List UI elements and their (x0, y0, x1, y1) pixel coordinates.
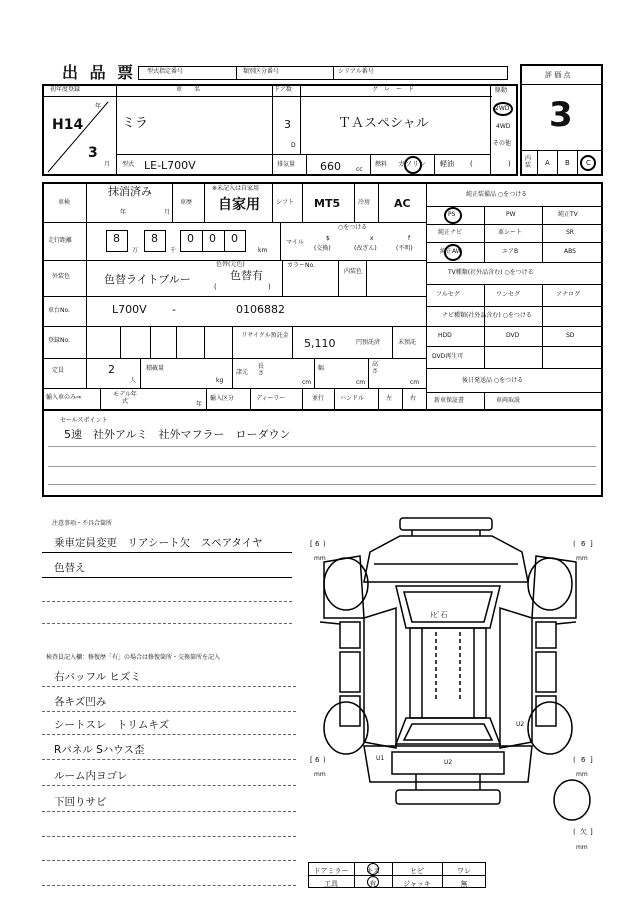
inspection-year: 年 (120, 209, 127, 216)
equip-aw-circle (444, 244, 462, 261)
interior-grade-circle (580, 155, 596, 171)
equip-abs: ABS (564, 248, 576, 255)
width-cm: cm (356, 379, 366, 386)
serial-label: シリアル番号 (338, 68, 374, 75)
notes-line-2: 色替え (54, 562, 86, 574)
color-no-label: カラーNo. (287, 262, 315, 269)
recycle-label: リサイクル預託金 (241, 332, 289, 339)
color-change-value: 色替有 (230, 269, 263, 282)
navi-title: ナビ種類(社外品含む) ○をつける (442, 312, 532, 319)
inspector-item-1: 右バッフル ヒズミ (54, 671, 141, 683)
spare-missing: 欠 (580, 828, 587, 836)
car-name: ミラ (122, 116, 149, 131)
swap-label: (交換) (314, 245, 331, 252)
spare-unit: mm (576, 844, 588, 851)
unknown-label: (不明) (396, 245, 413, 252)
width-label: 幅 (318, 365, 325, 372)
capacity-value: 2 (108, 363, 115, 376)
inspector-item-2: 各キズ凹み (54, 696, 107, 708)
navi-hdd: HDD (438, 332, 452, 339)
navi-dvd: DVD (506, 332, 520, 339)
mark-note: ○をつける (338, 224, 368, 231)
tools-mark: 有 (369, 880, 377, 888)
tire-fr-unit: mm (576, 555, 588, 562)
later-manual: 車両取説 (496, 397, 521, 404)
height-cm: cm (410, 379, 420, 386)
load-label: 積載量 (146, 365, 165, 372)
fuel-gas-circle (404, 156, 422, 174)
sales-label: セールスポイント (60, 417, 108, 424)
drive-4wd: 4WD (496, 123, 511, 130)
length-cm: cm (302, 379, 312, 386)
tv-title: TV種類(社外品含む) ○をつける (448, 269, 534, 276)
usage-note: ※未記入は自家用 (212, 185, 260, 192)
chassis-number: 0106882 (236, 303, 285, 316)
grade-value: ＴＡスペシャル (338, 116, 429, 131)
inspection-label: 車検 (58, 199, 71, 206)
tv-fullseg: フルセグ (436, 291, 460, 298)
reg-year: H14 (52, 117, 84, 133)
grade-label: グ レ ー ド (372, 86, 415, 93)
jack-value: 無 (460, 880, 468, 888)
chassis-label: 車台No. (48, 307, 70, 314)
fuel-diesel: 軽油 (440, 160, 454, 168)
mileage-digit-4: 0 (209, 232, 216, 245)
equip-ps: PS (448, 211, 456, 218)
score-label: 評 価 点 (545, 71, 571, 79)
tools-label: 工具 (324, 880, 338, 888)
fuel-paren-open: ( (470, 160, 473, 168)
mileage-km: km (258, 247, 268, 254)
equip-leather: 革シート (498, 229, 523, 236)
model-value: LE-L700V (144, 159, 196, 172)
drive-2wd-circle (493, 102, 513, 116)
dvd-playback: DVD再生可 (432, 353, 464, 360)
shift-label: シフト (276, 199, 295, 206)
color-label: 外装色 (52, 273, 71, 280)
navi-sd: SD (566, 332, 575, 339)
capacity-unit: 人 (130, 377, 137, 384)
mile-label: マイル (286, 239, 304, 246)
handle-right: 右 (410, 395, 417, 402)
inspector-label: 検査員記入欄：修復歴「有」の場合は修復箇所・交換箇所を記入 (46, 654, 221, 661)
notes-line-1: 乗車定員変更 リアシート欠 スペアタイヤ (54, 537, 263, 549)
inspection-value: 抹消済み (108, 185, 152, 198)
cc-unit: cc (356, 166, 363, 173)
drive-label: 駆動 (495, 87, 508, 94)
tire-fr-depth: 6 (581, 540, 586, 548)
chassis-prefix: L700V (112, 303, 147, 316)
fuel-paren-close: ) (508, 160, 511, 168)
equip-airbag: エアB (502, 248, 519, 255)
model-year-label: モデル年式 (113, 391, 137, 405)
break-label: ワレ (457, 867, 471, 875)
first-reg-label: 初年度登録 (50, 86, 81, 93)
interior-label: 内装 (525, 155, 532, 169)
import-type-label: 輸入区分 (210, 395, 235, 402)
equip-pw: PW (506, 211, 516, 218)
tv-oneseg: ワンセグ (496, 291, 521, 298)
reg-month-suffix: 月 (104, 161, 111, 168)
ac-label: 冷房 (358, 199, 371, 206)
displacement-label: 排気量 (277, 161, 296, 168)
mirror-circle (367, 863, 379, 875)
model-year-suffix: 年 (196, 401, 203, 408)
mileage-digit-2: 8 (151, 232, 158, 245)
dims-label: 諸元 (236, 369, 249, 376)
recycle-paid: 円預託済 (356, 339, 381, 346)
interior-grade-c: C (586, 159, 591, 167)
mirror-label: ドアミラー (313, 867, 349, 875)
later-title: 後日発送品 ○をつける (462, 377, 524, 384)
capacity-label: 定員 (52, 367, 65, 374)
door-count: 3 (284, 118, 291, 131)
damage-u2-side: U2 (516, 721, 525, 728)
jack-label: ジャッキ (403, 880, 431, 888)
inspector-item-6: 下回りサビ (54, 796, 107, 808)
displacement-value: 660 (320, 160, 341, 173)
equip-sr: SR (566, 229, 574, 236)
interior-grade-a: A (545, 159, 550, 167)
import-label: 輸入車のみ⇒ (46, 394, 82, 401)
equip-aw: 純正AW (440, 248, 462, 255)
later-warranty: 新車保証書 (434, 397, 465, 404)
reg-label: 登録No. (48, 337, 70, 344)
drive-other: その他 (493, 140, 512, 147)
car-damage-diagram (300, 512, 600, 842)
header-codes (138, 66, 508, 80)
mileage-man: 万 (132, 247, 139, 254)
usage-label: 車歴 (180, 199, 193, 206)
mileage-digit-1: 8 (113, 232, 120, 245)
tv-analog: アナログ (556, 291, 581, 298)
equipment-title: 純正装備品 ○をつける (466, 191, 528, 198)
mirror-mark: キズ (366, 867, 380, 875)
category-label: 類別区分番号 (243, 68, 280, 75)
mileage-digit-3: 0 (187, 232, 194, 245)
crack-label: ヒビ (410, 867, 424, 875)
equip-tv: 純正TV (558, 211, 578, 218)
tire-rl-unit: mm (314, 771, 326, 778)
load-kg: kg (216, 377, 224, 384)
tire-fl-depth: 6 (315, 540, 320, 548)
score-value: 3 (549, 95, 573, 135)
tire-rl-depth: 6 (315, 756, 320, 764)
model-code-label: 型式指定番号 (147, 68, 184, 75)
height-label: 高さ (372, 361, 379, 375)
fuel-label: 燃料 (375, 161, 388, 168)
sales-text: 5速 社外アルミ 社外マフラー ローダウン (64, 428, 291, 441)
swap-mark: $ (326, 235, 330, 242)
handle-left: 左 (386, 395, 393, 402)
inspector-item-5: ルーム内ヨゴレ (54, 770, 128, 782)
damage-u1: U1 (376, 755, 385, 762)
model-label: 型式 (122, 161, 135, 168)
handle-label: ハンドル (340, 395, 365, 402)
altered-mark: x (370, 235, 374, 242)
interior-grade-b: B (565, 159, 570, 167)
inspector-item-3: シートスレ トリムキズ (54, 719, 170, 731)
equip-navi: 純正ナビ (438, 229, 463, 236)
mileage-sen: 千 (170, 247, 177, 254)
chassis-dash: - (172, 303, 176, 316)
length-label: 長さ (258, 363, 265, 377)
reg-month: 3 (88, 145, 98, 161)
recycle-value: 5,110 (304, 337, 336, 350)
mileage-digit-5: 0 (231, 232, 238, 245)
fuel-gas: ガソリン (398, 160, 426, 168)
altered-label: (改ざん) (354, 245, 377, 252)
tire-fl-unit: mm (314, 555, 326, 562)
import-parallel: 並行 (312, 395, 325, 402)
annotation-stone-chip: ﾄﾋﾞ石 (430, 611, 448, 619)
door-suffix: D (291, 142, 296, 149)
reg-year-suffix: 年 (95, 103, 102, 110)
sheet-title: 出 品 票 (62, 63, 137, 82)
recycle-unpaid: 未預託 (398, 339, 417, 346)
mileage-label: 走行距離 (48, 237, 73, 244)
color-value: 色替ライトブルー (104, 273, 191, 286)
damage-u2-rear: U2 (444, 759, 453, 766)
color-change-label: 色替(元色) (216, 261, 245, 268)
interior-color-label: 内装色 (344, 268, 363, 275)
tire-rr-depth: 6 (581, 756, 586, 764)
import-dealer: ディーラー (256, 395, 286, 402)
usage-value: 自家用 (218, 197, 260, 213)
inspector-item-4: Rパネル Sハウス歪 (54, 744, 145, 756)
drive-2wd: 2WD (495, 105, 510, 112)
ac-value: AC (394, 197, 411, 210)
inspection-month: 月 (164, 209, 171, 216)
car-name-label: 車 名 (176, 86, 201, 93)
unknown-mark: f (408, 235, 411, 242)
shift-value: MT5 (314, 197, 341, 210)
tools-circle (367, 876, 379, 888)
notes-label: 注意事項・不具合箇所 (52, 520, 113, 527)
doors-label: ドア数 (274, 86, 292, 93)
equip-ps-circle (444, 207, 462, 224)
tire-rr-unit: mm (576, 771, 588, 778)
